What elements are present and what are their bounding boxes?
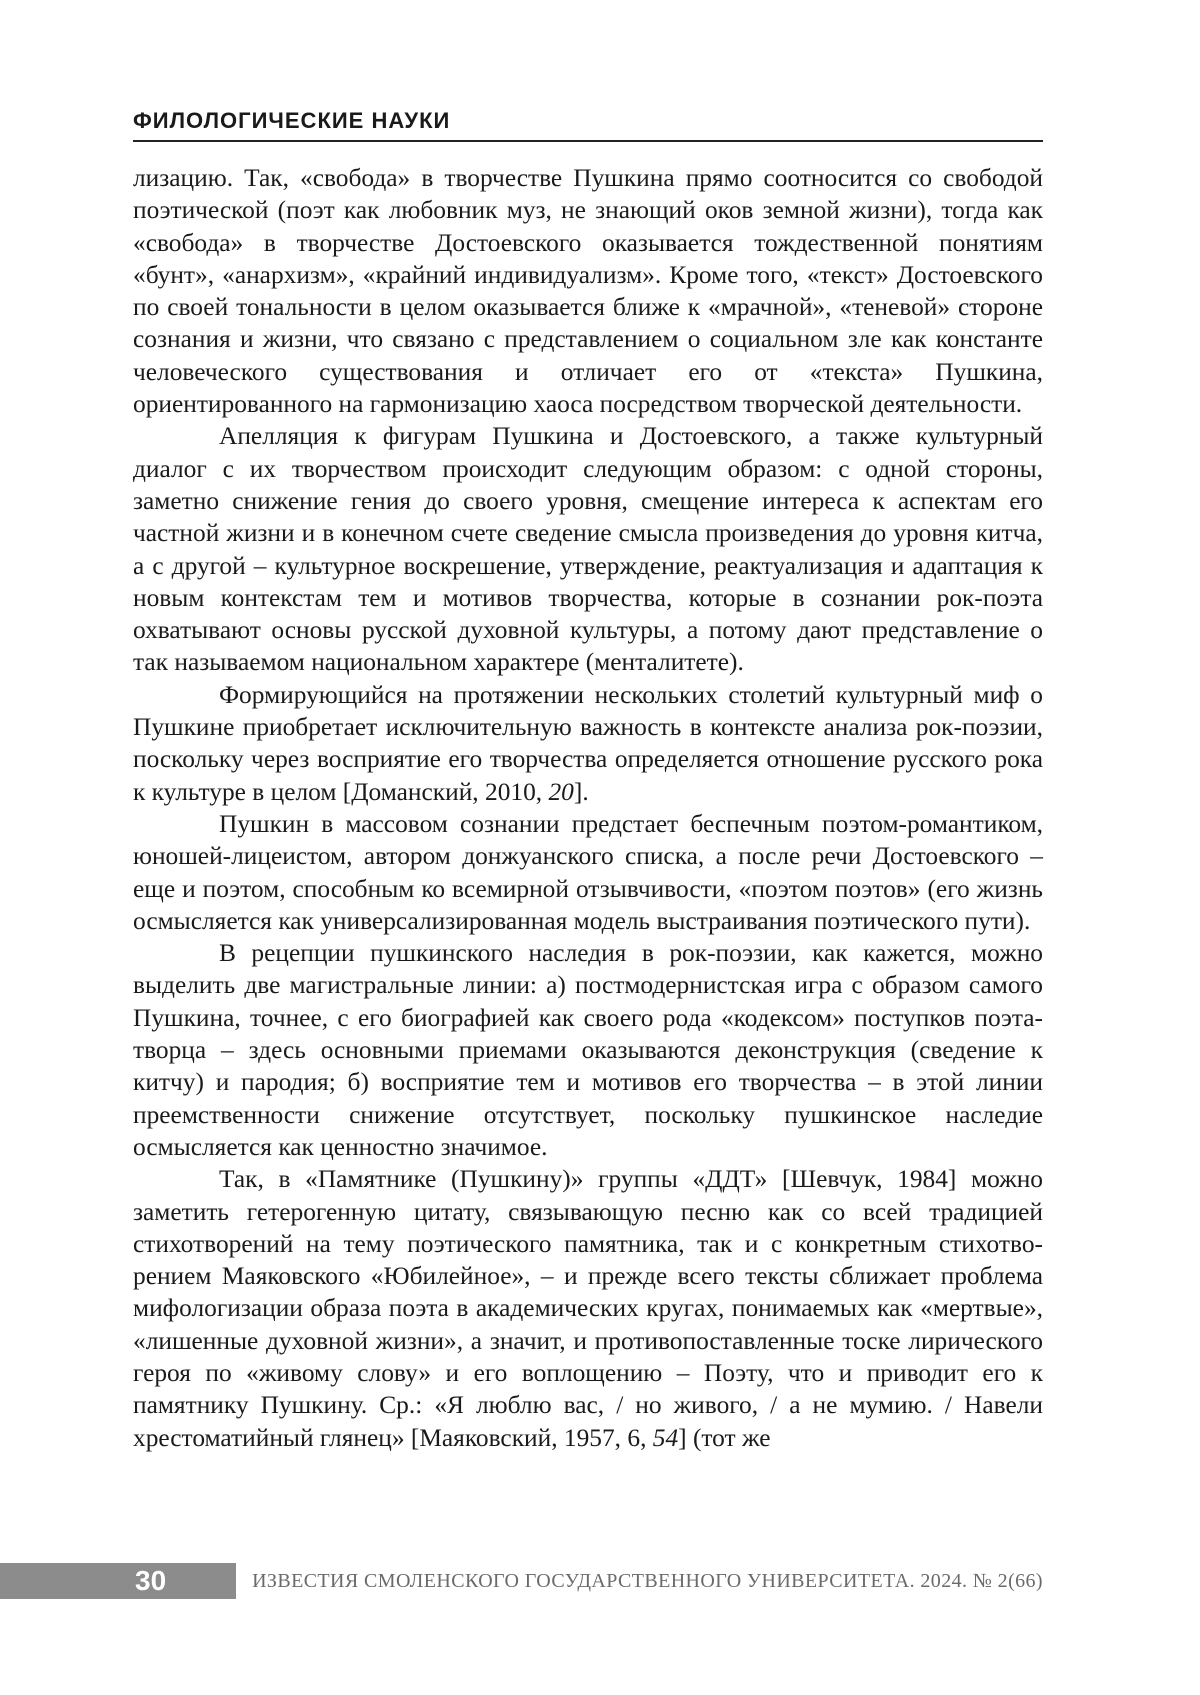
- body-paragraph-1: лизацию. Так, «свобода» в творчестве Пушкина прямо соотносится со свободой поэтической (поэт как любовник муз, не знающий оков земной жизни), тогда как «свобода» в творчестве Достоевского оказывается тождественной понятиям «бунт», «анархизм», «крайний индивидуализм». Кроме того, «текст» Достоевского по своей тональности в целом оказывается ближе к «мрачной», «теневой» стороне сознания и жизни, что связано с представлением о социальном зле как константе человеческого существования и отличает его от «текста» Пушкина, ориентированного на гармонизацию хаоса посредством творческой деятельности.: [133, 164, 1043, 419]
- page-number: 30: [135, 1565, 167, 1596]
- running-head: [133, 108, 1043, 142]
- page-number-box: [0, 1563, 236, 1599]
- citation-page-ref: 54: [652, 1423, 679, 1452]
- citation-page-ref: 20: [548, 777, 574, 806]
- journal-title: ИЗВЕСТИЯ СМОЛЕНСКОГО ГОСУДАРСТВЕННОГО УНИВЕРСИТЕТА. 2024. № 2(66): [252, 1570, 1043, 1592]
- body-paragraph-6: [133, 1163, 1043, 1454]
- section-title: ФИЛОЛОГИЧЕСКИЕ НАУКИ: [133, 108, 451, 133]
- paragraph-3-text-b: ].: [573, 777, 589, 806]
- paragraph-6-text-a: Так, в «Памятнике (Пушкину)» группы «ДДТ» [Шевчук, 1984] можно заметить гетерогенную цитату, связывающую песню как со всей традицией стихотворений на тему поэтического памятника, так и с конкретным стихотворением Маяковского «Юбилейное», – и прежде всего тексты сближает проблема мифологизации образа поэта в академических кругах, понимаемых как «мертвые», «лишенные духовной жизни», а значит, и противопоставленные тоске лирического героя по «живому слову» и его воплощению – Поэту, что и приводит его к памятнику Пушкину. Ср.: «Я люблю вас, / но живого, / а не мумию. / Навели хрестоматийный глянец» [Маяковский, 1957, 6,: [133, 1165, 1043, 1452]
- body-paragraph-4: Пушкин в массовом сознании предстает беспечным поэтом-романтиком, юношей-лицеистом, автором донжуанского списка, а после речи Достоевского – еще и поэтом, способным ко всемирной отзывчивости, «поэтом поэтов» (его жизнь осмысляется как универсализированная модель выстраивания поэтического пути).: [133, 809, 1043, 935]
- paragraph-6-text-b: ] (тот же: [678, 1423, 771, 1452]
- article-body: [133, 162, 1043, 1454]
- body-paragraph-2: Апелляция к фигурам Пушкина и Достоевского, а также культурный диалог с их творчеством происходит следующим образом: с одной стороны, заметно снижение гения до своего уровня, смещение интереса к аспектам его частной жизни и в конечном счете сведение смысла произведения до уровня китча, а с другой – культурное воскрешение, утверждение, реактуализация и адаптация к новым контекстам тем и мотивов творчества, которые в сознании рок-поэта охватывают основы русской духовной культуры, а потому дают представление о так называемом национальном характере (менталитете).: [133, 422, 1043, 677]
- body-paragraph-3: [133, 679, 1043, 808]
- body-paragraph-5: В рецепции пушкинского наследия в рок-поэзии, как кажется, можно выделить две магистральные линии: а) постмодернистская игра с образом самого Пушкина, точнее, с его биографией как своего рода «кодексом» поступков поэта-творца – здесь основными приемами оказываются деконструкция (сведение к китчу) и пародия; б) восприятие тем и мотивов его творчества – в этой линии преемственности снижение отсутствует, поскольку пушкинское наследие осмысляется как ценностно значимое.: [133, 939, 1043, 1161]
- paragraph-3-text-a: Формирующийся на протяжении нескольких столетий культурный миф о Пушкине приобретает исключительную важность в контексте анализа рок-поэзии, поскольку через восприятие его творчества определяется отношение русского рока к культуре в целом [Доманский, 2010,: [133, 680, 1043, 806]
